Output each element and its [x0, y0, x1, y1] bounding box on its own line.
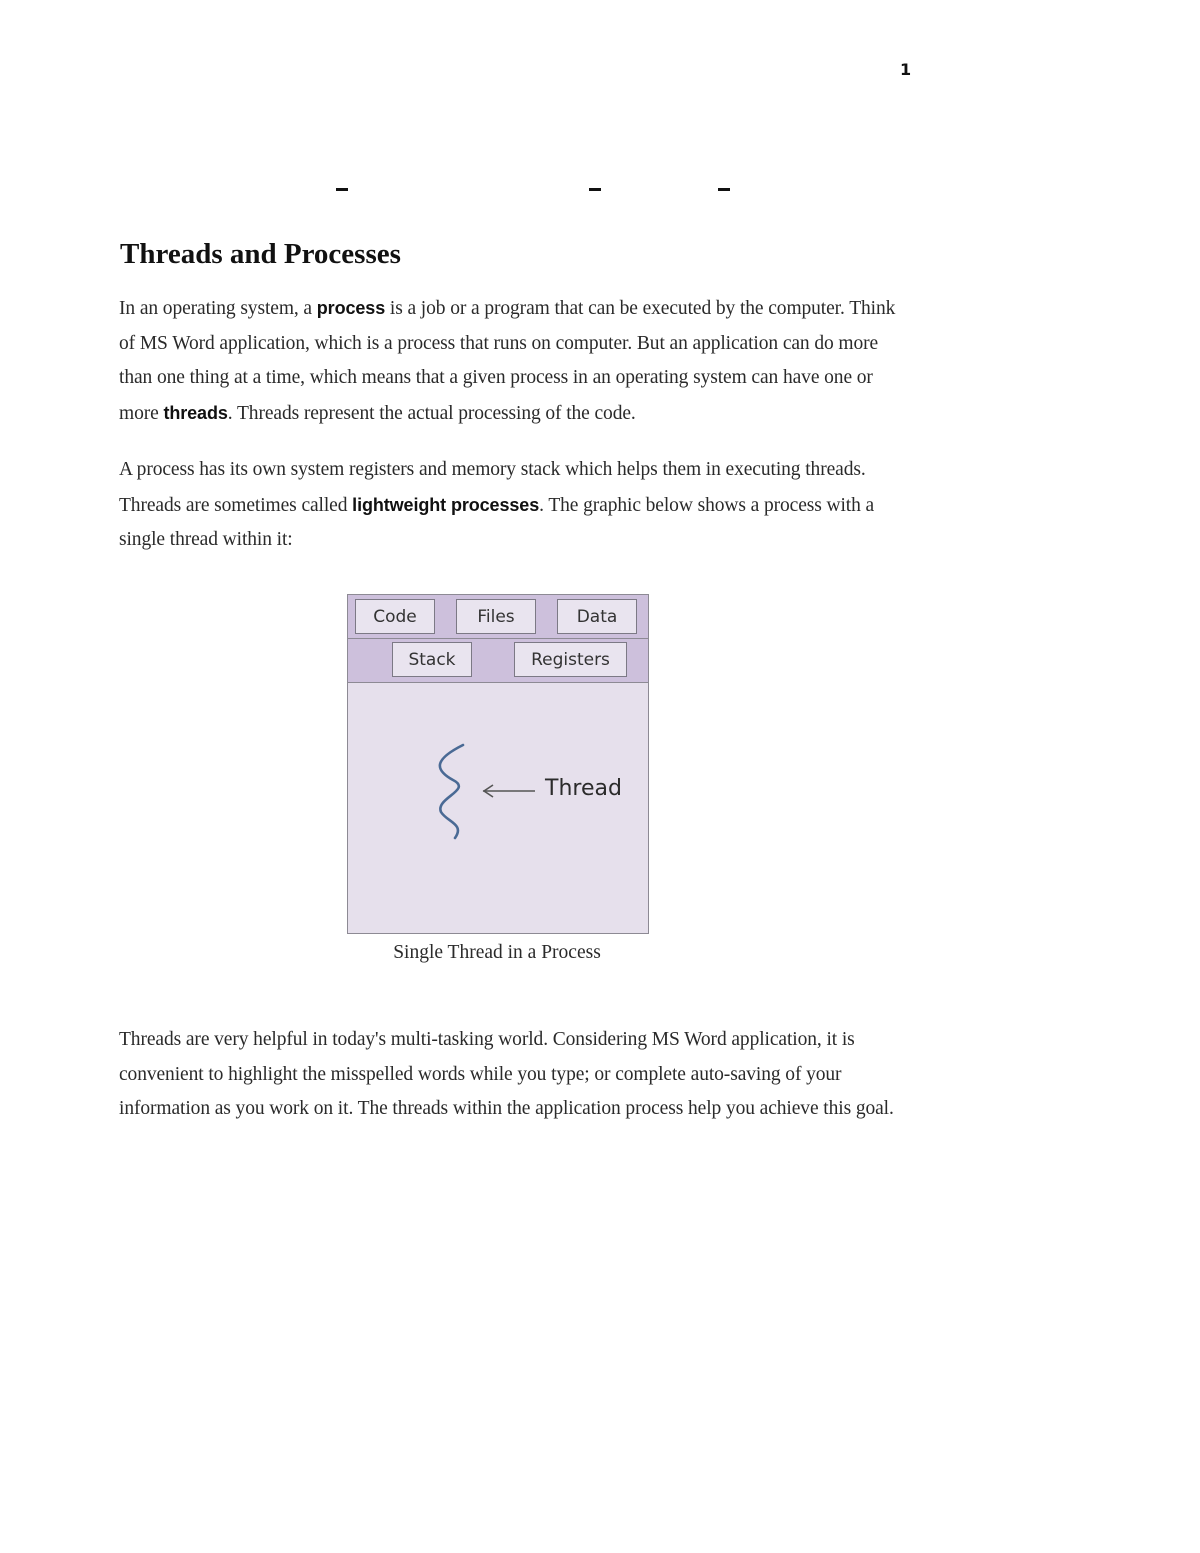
paragraph-intro [119, 291, 909, 432]
bold-term-lightweight-processes: lightweight processes [352, 494, 540, 515]
thread-line [440, 745, 463, 838]
bold-term-process: process [316, 298, 386, 318]
text: . The graphic below shows a process with a single thread within it: [119, 494, 875, 551]
text: In an operating system, a [119, 298, 317, 319]
header-dash [336, 188, 348, 191]
text: A process has its own system registers and memory stack which helps them in executing threads. Threads are sometimes called [119, 459, 866, 516]
text: . Threads represent the actual processing of the code. [227, 403, 636, 425]
header-dash [589, 188, 601, 191]
text: is a job or a program that can be executed by the computer. Think of MS Word application, which is a process that runs on computer. But an application can do more than one thing at a time, which means that a given process in an operating system can have one or more [119, 298, 896, 425]
paragraph-multitasking: Threads are very helpful in today's multi-tasking world. Considering MS Word application, it is convenient to highlight the misspelled words while you type; or complete auto-saving of your information as you work on it. The threads within the application process help you achieve this goal. [119, 1029, 894, 1120]
figure-caption: Single Thread in a Process [393, 942, 601, 963]
paragraph-process [119, 453, 909, 558]
page-number: 1 [900, 60, 912, 79]
files-box: Files [456, 599, 536, 634]
header-dash [718, 188, 730, 191]
data-box: Data [557, 599, 637, 634]
code-box: Code [355, 599, 435, 634]
registers-box: Registers [514, 642, 627, 677]
thread-squiggle-icon [433, 740, 543, 840]
bold-term-threads: threads [163, 403, 228, 424]
process-diagram [347, 594, 649, 934]
stack-box: Stack [392, 642, 472, 677]
page-title: Threads and Processes [120, 238, 401, 270]
thread-label: Thread [545, 776, 622, 801]
